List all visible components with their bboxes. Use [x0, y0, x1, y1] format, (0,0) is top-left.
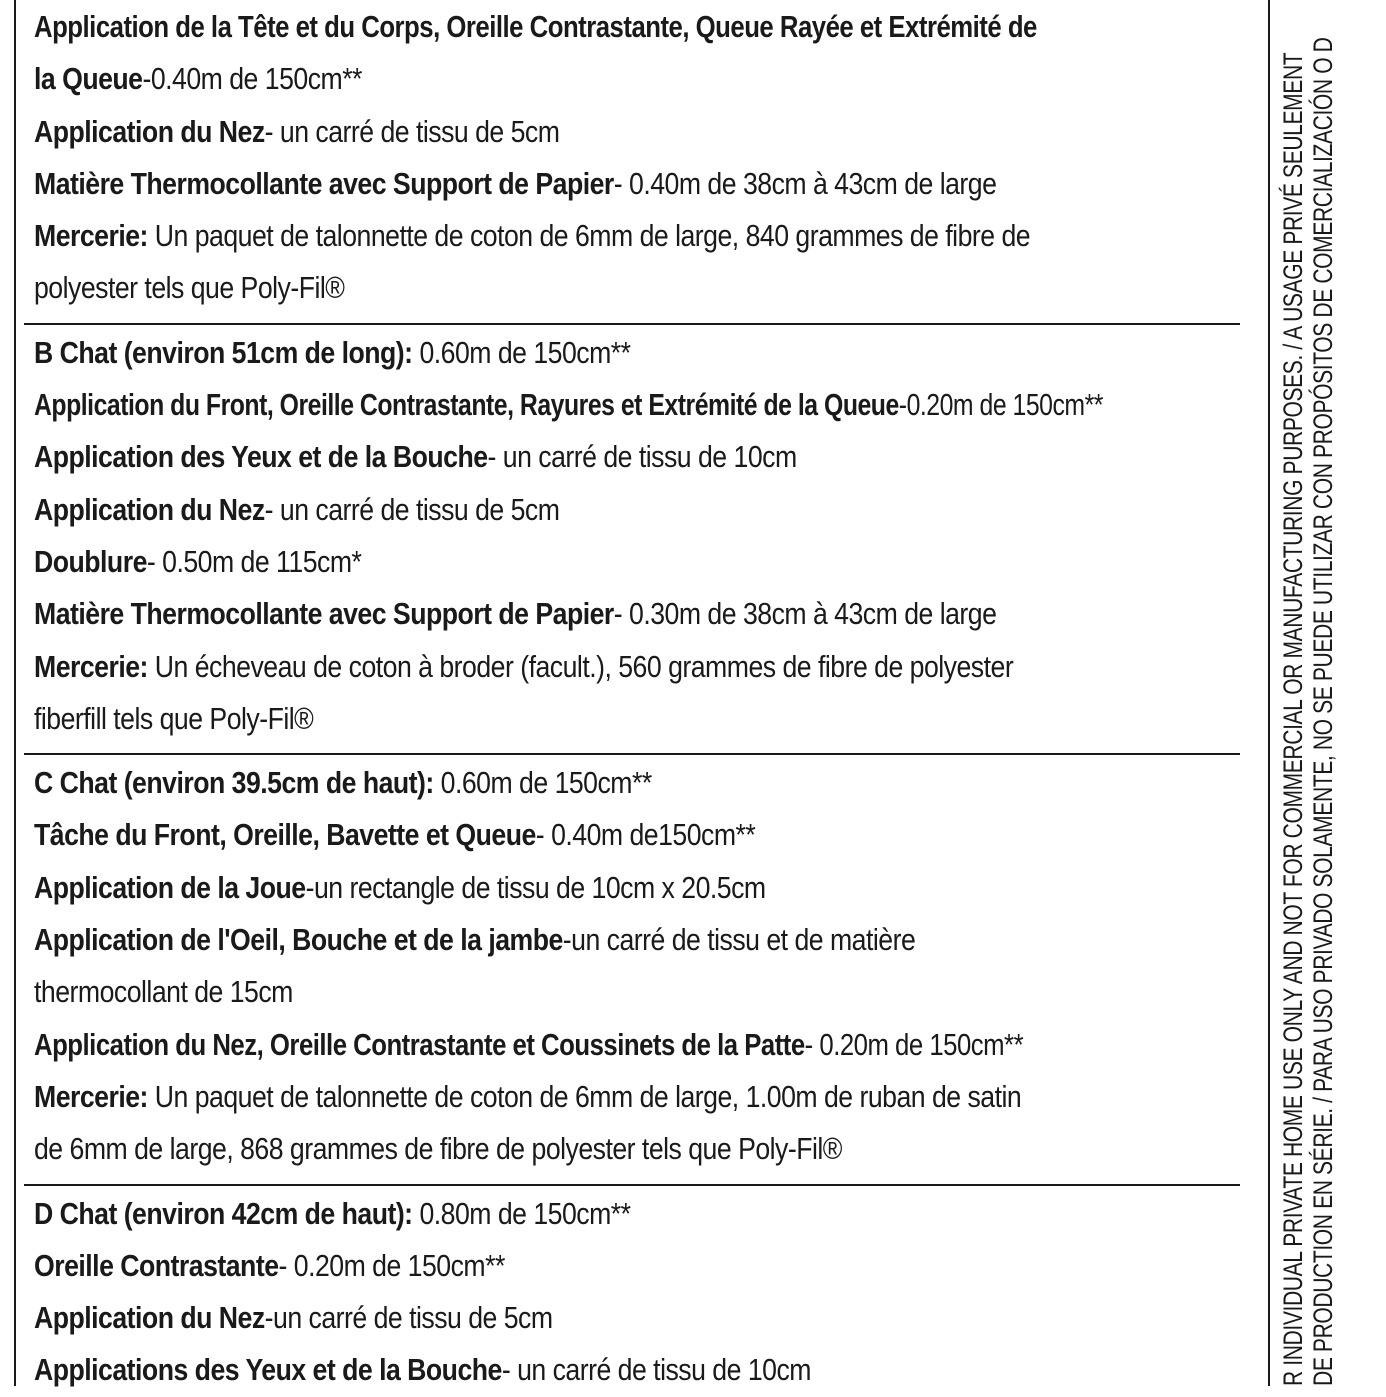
materials-line: Matière Thermocollante avec Support de Papier- 0.40m de 38cm à 43cm de large [34, 165, 997, 201]
left-border-rule [14, 0, 16, 1386]
materials-line: Matière Thermocollante avec Support de Papier- 0.30m de 38cm à 43cm de large [34, 596, 997, 632]
usage-notice-line-2: DE PRODUCTION EN SÉRIE. / PARA USO PRIVADO SOLAMENTE, NO SE PUEDE UTILIZAR CON PROPÓSITOS DE COMERCIALIZACIÓN O D [1308, 37, 1338, 1386]
materials-line: Mercerie: Un paquet de talonnette de coton de 6mm de large, 840 grammes de fibre de [34, 218, 1031, 254]
materials-line: fiberfill tels que Poly-Fil® [34, 700, 314, 736]
materials-line: la Queue-0.40m de 150cm** [34, 61, 362, 97]
materials-line: Tâche du Front, Oreille, Bavette et Queue- 0.40m de150cm** [34, 817, 756, 853]
materials-line: Applications des Yeux et de la Bouche- un carré de tissu de 10cm [34, 1352, 811, 1388]
section-a [34, 0, 1250, 315]
materials-line: D Chat (environ 42cm de haut): 0.80m de 150cm** [34, 1195, 631, 1231]
materials-line: de 6mm de large, 868 grammes de fibre de polyester tels que Poly-Fil® [34, 1131, 842, 1167]
materials-line: C Chat (environ 39.5cm de haut): 0.60m de 150cm** [34, 765, 652, 801]
vertical-usage-notice [1276, 0, 1386, 1386]
materials-line: thermocollant de 15cm [34, 974, 293, 1010]
materials-line: Application des Yeux et de la Bouche- un carré de tissu de 10cm [34, 439, 797, 475]
materials-line: Mercerie: Un écheveau de coton à broder (facult.), 560 grammes de fibre de polyester [34, 648, 1014, 684]
right-border-rule [1268, 0, 1270, 1386]
usage-notice-line-1: R INDIVIDUAL PRIVATE HOME USE ONLY AND NOT FOR COMMERCIAL OR MANUFACTURING PURPOSES. / A USAGE PRIVÉ SEULEMENT [1278, 52, 1308, 1386]
materials-line: Application de la Joue-un rectangle de tissu de 10cm x 20.5cm [34, 869, 766, 905]
materials-line: Application du Front, Oreille Contrastante, Rayures et Extrémité de la Queue-0.20m de 150cm** [34, 387, 1103, 423]
materials-line: Application du Nez- un carré de tissu de 5cm [34, 113, 560, 149]
materials-line: Application du Nez, Oreille Contrastante et Coussinets de la Patte- 0.20m de 150cm** [34, 1026, 1024, 1062]
materials-list [34, 0, 1250, 1397]
materials-line: B Chat (environ 51cm de long): 0.60m de 150cm** [34, 334, 631, 370]
section-c [34, 755, 1250, 1175]
section-d [34, 1186, 1250, 1397]
materials-line: Application de la Tête et du Corps, Oreille Contrastante, Queue Rayée et Extrémité de [34, 9, 1037, 44]
materials-line: Oreille Contrastante- 0.20m de 150cm** [34, 1247, 505, 1283]
materials-line: Mercerie: Un paquet de talonnette de coton de 6mm de large, 1.00m de ruban de satin [34, 1078, 1022, 1114]
materials-line: Application de l'Oeil, Bouche et de la jambe-un carré de tissu et de matière [34, 922, 916, 958]
materials-line: Application du Nez- un carré de tissu de 5cm [34, 491, 560, 527]
materials-line: Application du Nez-un carré de tissu de 5cm [34, 1300, 553, 1336]
materials-line: Doublure- 0.50m de 115cm* [34, 543, 362, 579]
materials-line: polyester tels que Poly-Fil® [34, 270, 345, 306]
section-b [34, 325, 1250, 745]
